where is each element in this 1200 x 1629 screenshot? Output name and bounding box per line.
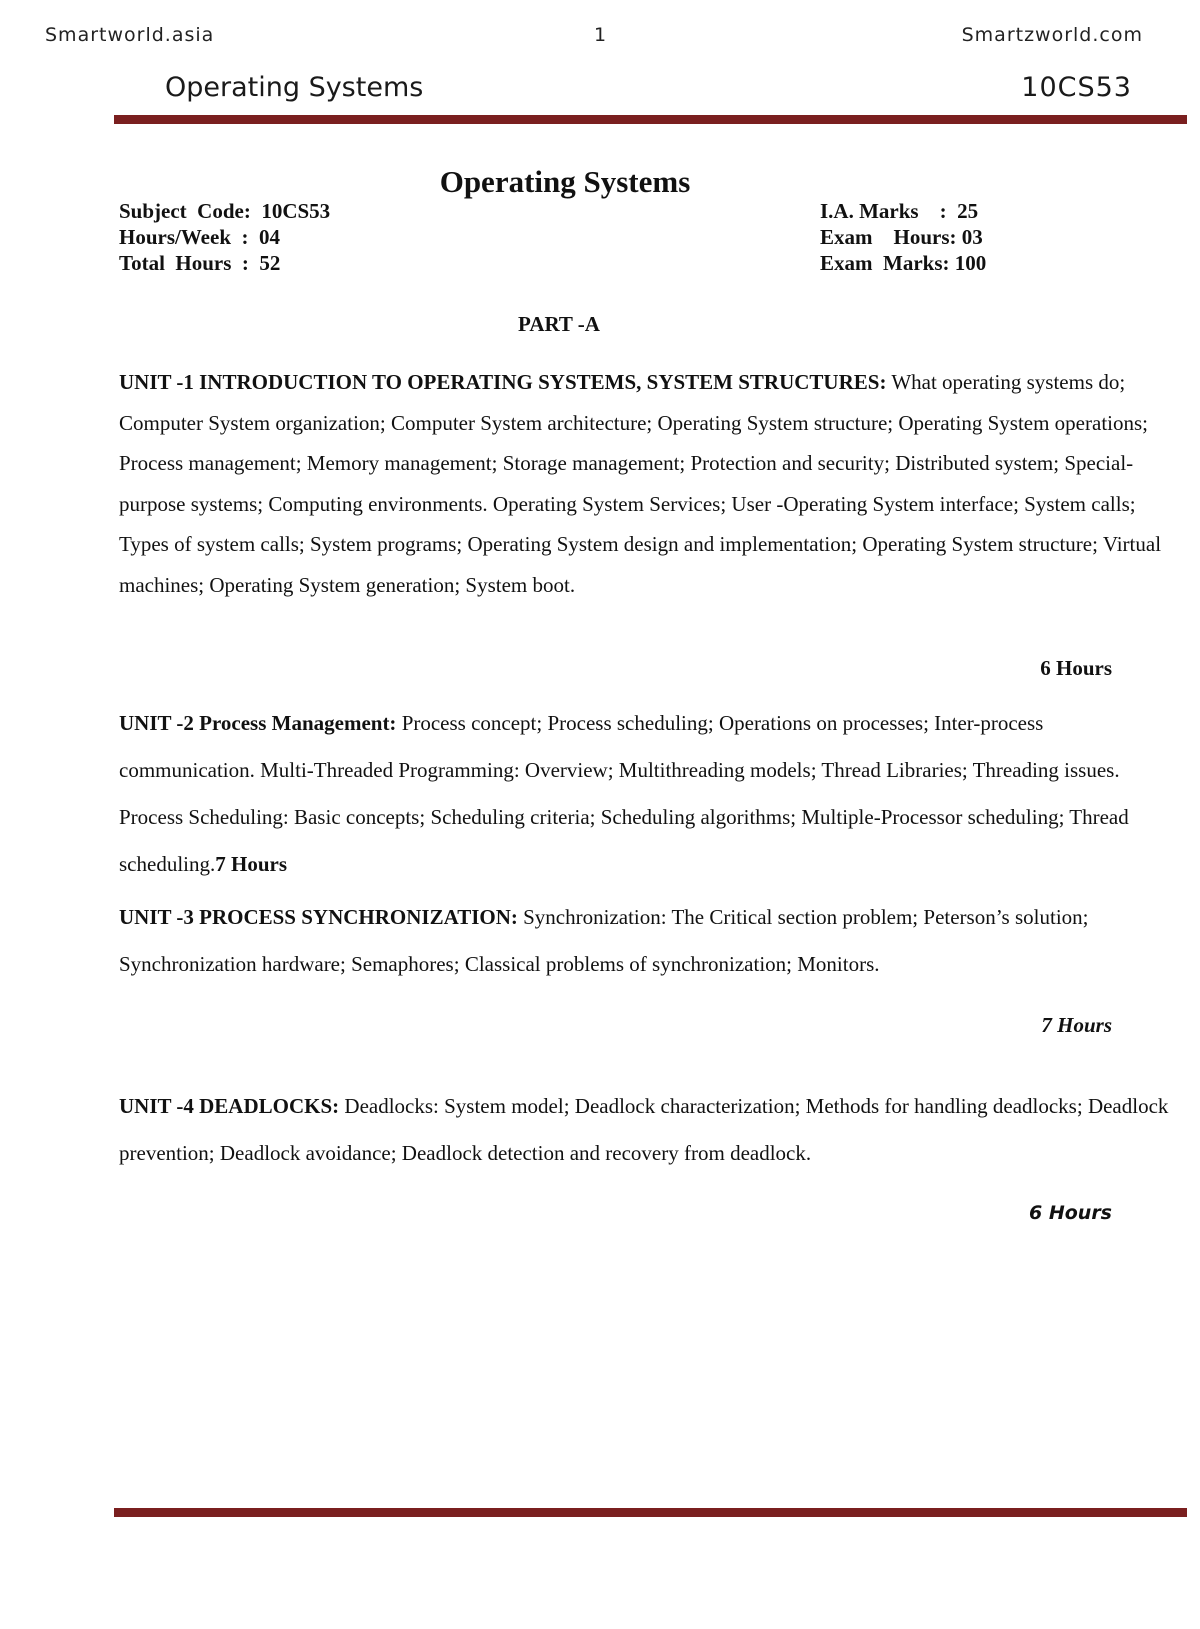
ia-marks: I.A. Marks : 25 bbox=[820, 199, 979, 223]
unit-1-hours: 6 Hours bbox=[1040, 656, 1112, 680]
unit-4-heading: UNIT -4 DEADLOCKS: bbox=[119, 1094, 340, 1118]
exam-hours: Exam Hours: 03 bbox=[820, 225, 983, 249]
doc-header-code: 10CS53 bbox=[1021, 72, 1132, 103]
unit-4 bbox=[119, 1083, 1169, 1177]
page-title: Operating Systems bbox=[439, 164, 691, 199]
hours-week: Hours/Week : 04 bbox=[119, 225, 280, 249]
unit-3-hours: 7 Hours bbox=[1041, 1013, 1112, 1037]
unit-2-hours: 7 Hours bbox=[215, 852, 287, 876]
meta-left bbox=[119, 198, 330, 276]
footer-rule bbox=[114, 1508, 1187, 1517]
unit-1-body: What operating systems do; Computer System organization; Computer System architecture; Operating System structure; Operating System operations; Process management; Memory management; Storage management; Protection and security; Distributed system; Special-purpose systems; Computing environments. Operating System Services; User -Operating System interface; System calls; Types of system calls; System programs; Operating System design and implementation; Operating System structure; Virtual machines; Operating System generation; System boot. bbox=[119, 370, 1162, 597]
unit-4-hours: 6 Hours bbox=[1029, 1202, 1112, 1224]
unit-2 bbox=[119, 700, 1169, 888]
unit-2-body: Process concept; Process scheduling; Operations on processes; Inter-process communication. Multi-Threaded Programming: Overview; Multithreading models; Thread Libraries; Threading issues. Process Scheduling: Basic concepts; Scheduling criteria; Scheduling algorithms; Multiple-Processor scheduling; Thread scheduling. bbox=[119, 711, 1129, 876]
header-rule bbox=[114, 115, 1187, 124]
unit-3-body: Synchronization: The Critical section problem; Peterson’s solution; Synchronization hardware; Semaphores; Classical problems of synchronization; Monitors. bbox=[119, 905, 1089, 976]
doc-header-title: Operating Systems bbox=[165, 72, 424, 103]
meta-right bbox=[820, 198, 986, 276]
page-header-right: Smartzworld.com bbox=[961, 24, 1143, 46]
subject-code: Subject Code: 10CS53 bbox=[119, 199, 331, 223]
part-heading: PART -A bbox=[518, 312, 600, 336]
total-hours: Total Hours : 52 bbox=[119, 251, 281, 275]
page-header-left: Smartworld.asia bbox=[45, 24, 215, 46]
unit-2-heading: UNIT -2 Process Management: bbox=[119, 711, 397, 735]
exam-marks: Exam Marks: 100 bbox=[820, 251, 987, 275]
unit-3-heading: UNIT -3 PROCESS SYNCHRONIZATION: bbox=[119, 905, 518, 929]
unit-3 bbox=[119, 894, 1169, 988]
unit-1-heading: UNIT -1 INTRODUCTION TO OPERATING SYSTEMS, SYSTEM STRUCTURES: bbox=[119, 370, 887, 394]
unit-4-body: Deadlocks: System model; Deadlock characterization; Methods for handling deadlocks; Deadlock prevention; Deadlock avoidance; Deadlock detection and recovery from deadlock. bbox=[119, 1094, 1169, 1165]
unit-1 bbox=[119, 362, 1169, 605]
page-number: 1 bbox=[594, 24, 608, 46]
